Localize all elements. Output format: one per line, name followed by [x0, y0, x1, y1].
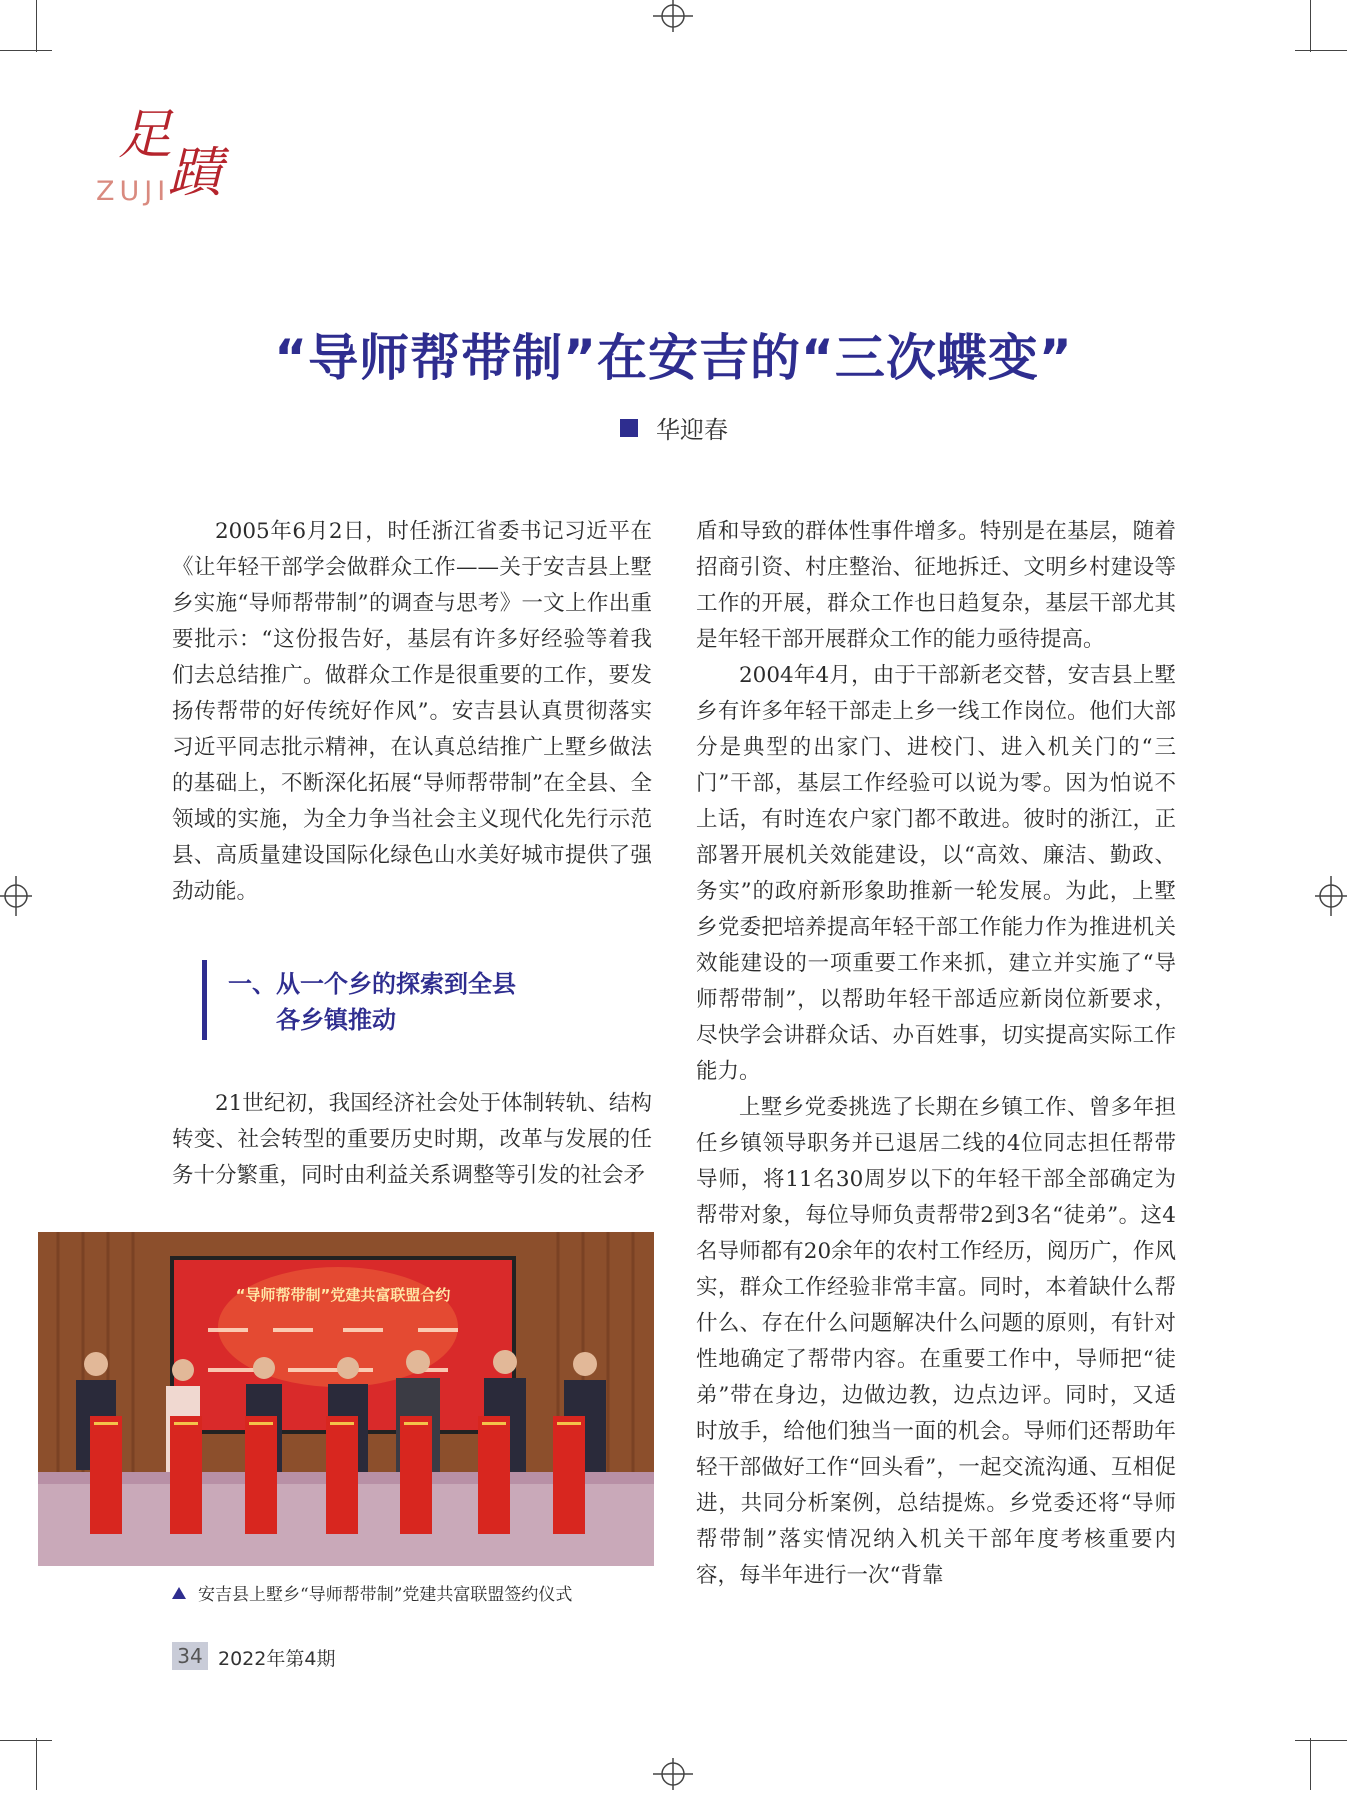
registration-mark-icon [0, 876, 36, 916]
crop-mark [36, 0, 37, 52]
section-heading-line-1: 一、从一个乡的探索到全县 [228, 970, 516, 998]
photo-caption-text: 安吉县上墅乡“导师帮带制”党建共富联盟签约仪式 [198, 1585, 573, 1605]
section-logo-char-1: 足 [118, 103, 172, 166]
triangle-icon [172, 1587, 186, 1599]
crop-mark [0, 1740, 52, 1741]
section-heading-bar [202, 960, 207, 1040]
left-column-intro [172, 514, 652, 910]
registration-mark-icon [653, 0, 693, 36]
author-line [620, 410, 728, 445]
section-heading-line-2: 各乡镇推动 [276, 1006, 396, 1034]
issue-label: 2022年第4期 [218, 1648, 336, 1670]
paragraph-2004: 2004年4月，由于干部新老交替，安吉县上墅乡有许多年轻干部走上乡一线工作岗位。他们大部分是典型的出家门、进校门、进入机关门的“三门”干部，基层工作经验可以说为零。因为怕说不上话，有时连农户家门都不敢进。彼时的浙江，正部署开展机关效能建设，以“高效、廉洁、勤政、务实”的政府新形象助推新一轮发展。为此，上墅乡党委把培养提高年轻干部工作能力作为推进机关效能建设的一项重要工作来抓，建立并实施了“导师帮带制”，以帮助年轻干部适应新岗位新要求，尽快学会讲群众话、办百姓事，切实提高实际工作能力。 [696, 663, 1176, 1084]
left-column-section-text [172, 1086, 652, 1194]
crop-mark [0, 50, 52, 51]
photo-caption [172, 1580, 572, 1605]
intro-paragraph: 2005年6月2日，时任浙江省委书记习近平在《让年轻干部学会做群众工作——关于安吉县上墅乡实施“导师帮带制”的调查与思考》一文上作出重要批示：“这份报告好，基层有许多好经验等着我们去总结推广。做群众工作是很重要的工作，要发扬传帮带的好传统好作风”。安吉县认真贯彻落实习近平同志批示精神，在认真总结推广上墅乡做法的基础上，不断深化拓展“导师帮带制”在全县、全领域的实施，为全力争当社会主义现代化先行示范县、高质量建设国际化绿色山水美好城市提供了强劲动能。 [172, 519, 652, 904]
author-square-icon [620, 419, 638, 437]
right-column [696, 514, 1176, 1594]
section-logo-romanized: ZUJI [96, 176, 171, 207]
signing-ceremony-photo [38, 1232, 654, 1566]
page-number: 34 [172, 1642, 208, 1670]
registration-mark-icon [653, 1754, 693, 1794]
crop-mark [1310, 0, 1311, 52]
registration-mark-icon [1311, 876, 1347, 916]
crop-mark [1310, 1738, 1311, 1790]
section-heading [228, 966, 516, 1038]
crop-mark [36, 1738, 37, 1790]
screen-title: “导师帮带制”党建共富联盟合约 [235, 1286, 451, 1304]
article-title: “导师帮带制”在安吉的“三次蝶变” [274, 329, 1073, 387]
paragraph-mentors: 上墅乡党委挑选了长期在乡镇工作、曾多年担任乡镇领导职务并已退居二线的4位同志担任帮带导师，将11名30周岁以下的年轻干部全部确定为帮带对象，每位导师负责帮带2到3名“徒弟”。这4名导师都有20余年的农村工作经历，阅历广，作风实，群众工作经验非常丰富。同时，本着缺什么帮什么、存在什么问题解决什么问题的原则，有针对性地确定了帮带内容。在重要工作中，导师把“徒弟”带在身边，边做边教，边点边评。同时，又适时放手，给他们独当一面的机会。导师们还帮助年轻干部做好工作“回头看”，一起交流沟通、互相促进，共同分析案例，总结提炼。乡党委还将“导师帮带制”落实情况纳入机关干部年度考核重要内容，每半年进行一次“背靠 [696, 1095, 1176, 1588]
crop-mark [1295, 1740, 1347, 1741]
photo-illustration [38, 1232, 654, 1566]
continued-paragraph: 盾和导致的群体性事件增多。特别是在基层，随着招商引资、村庄整治、征地拆迁、文明乡村建设等工作的开展，群众工作也日趋复杂，基层干部尤其是年轻干部开展群众工作的能力亟待提高。 [696, 519, 1176, 652]
author-name: 华迎春 [656, 416, 728, 444]
crop-mark [1295, 50, 1347, 51]
section-logo-char-2: 蹟 [168, 141, 222, 204]
section-paragraph: 21世纪初，我国经济社会处于体制转轨、结构转变、社会转型的重要历史时期，改革与发展的任务十分繁重，同时由利益关系调整等引发的社会矛 [172, 1091, 652, 1188]
